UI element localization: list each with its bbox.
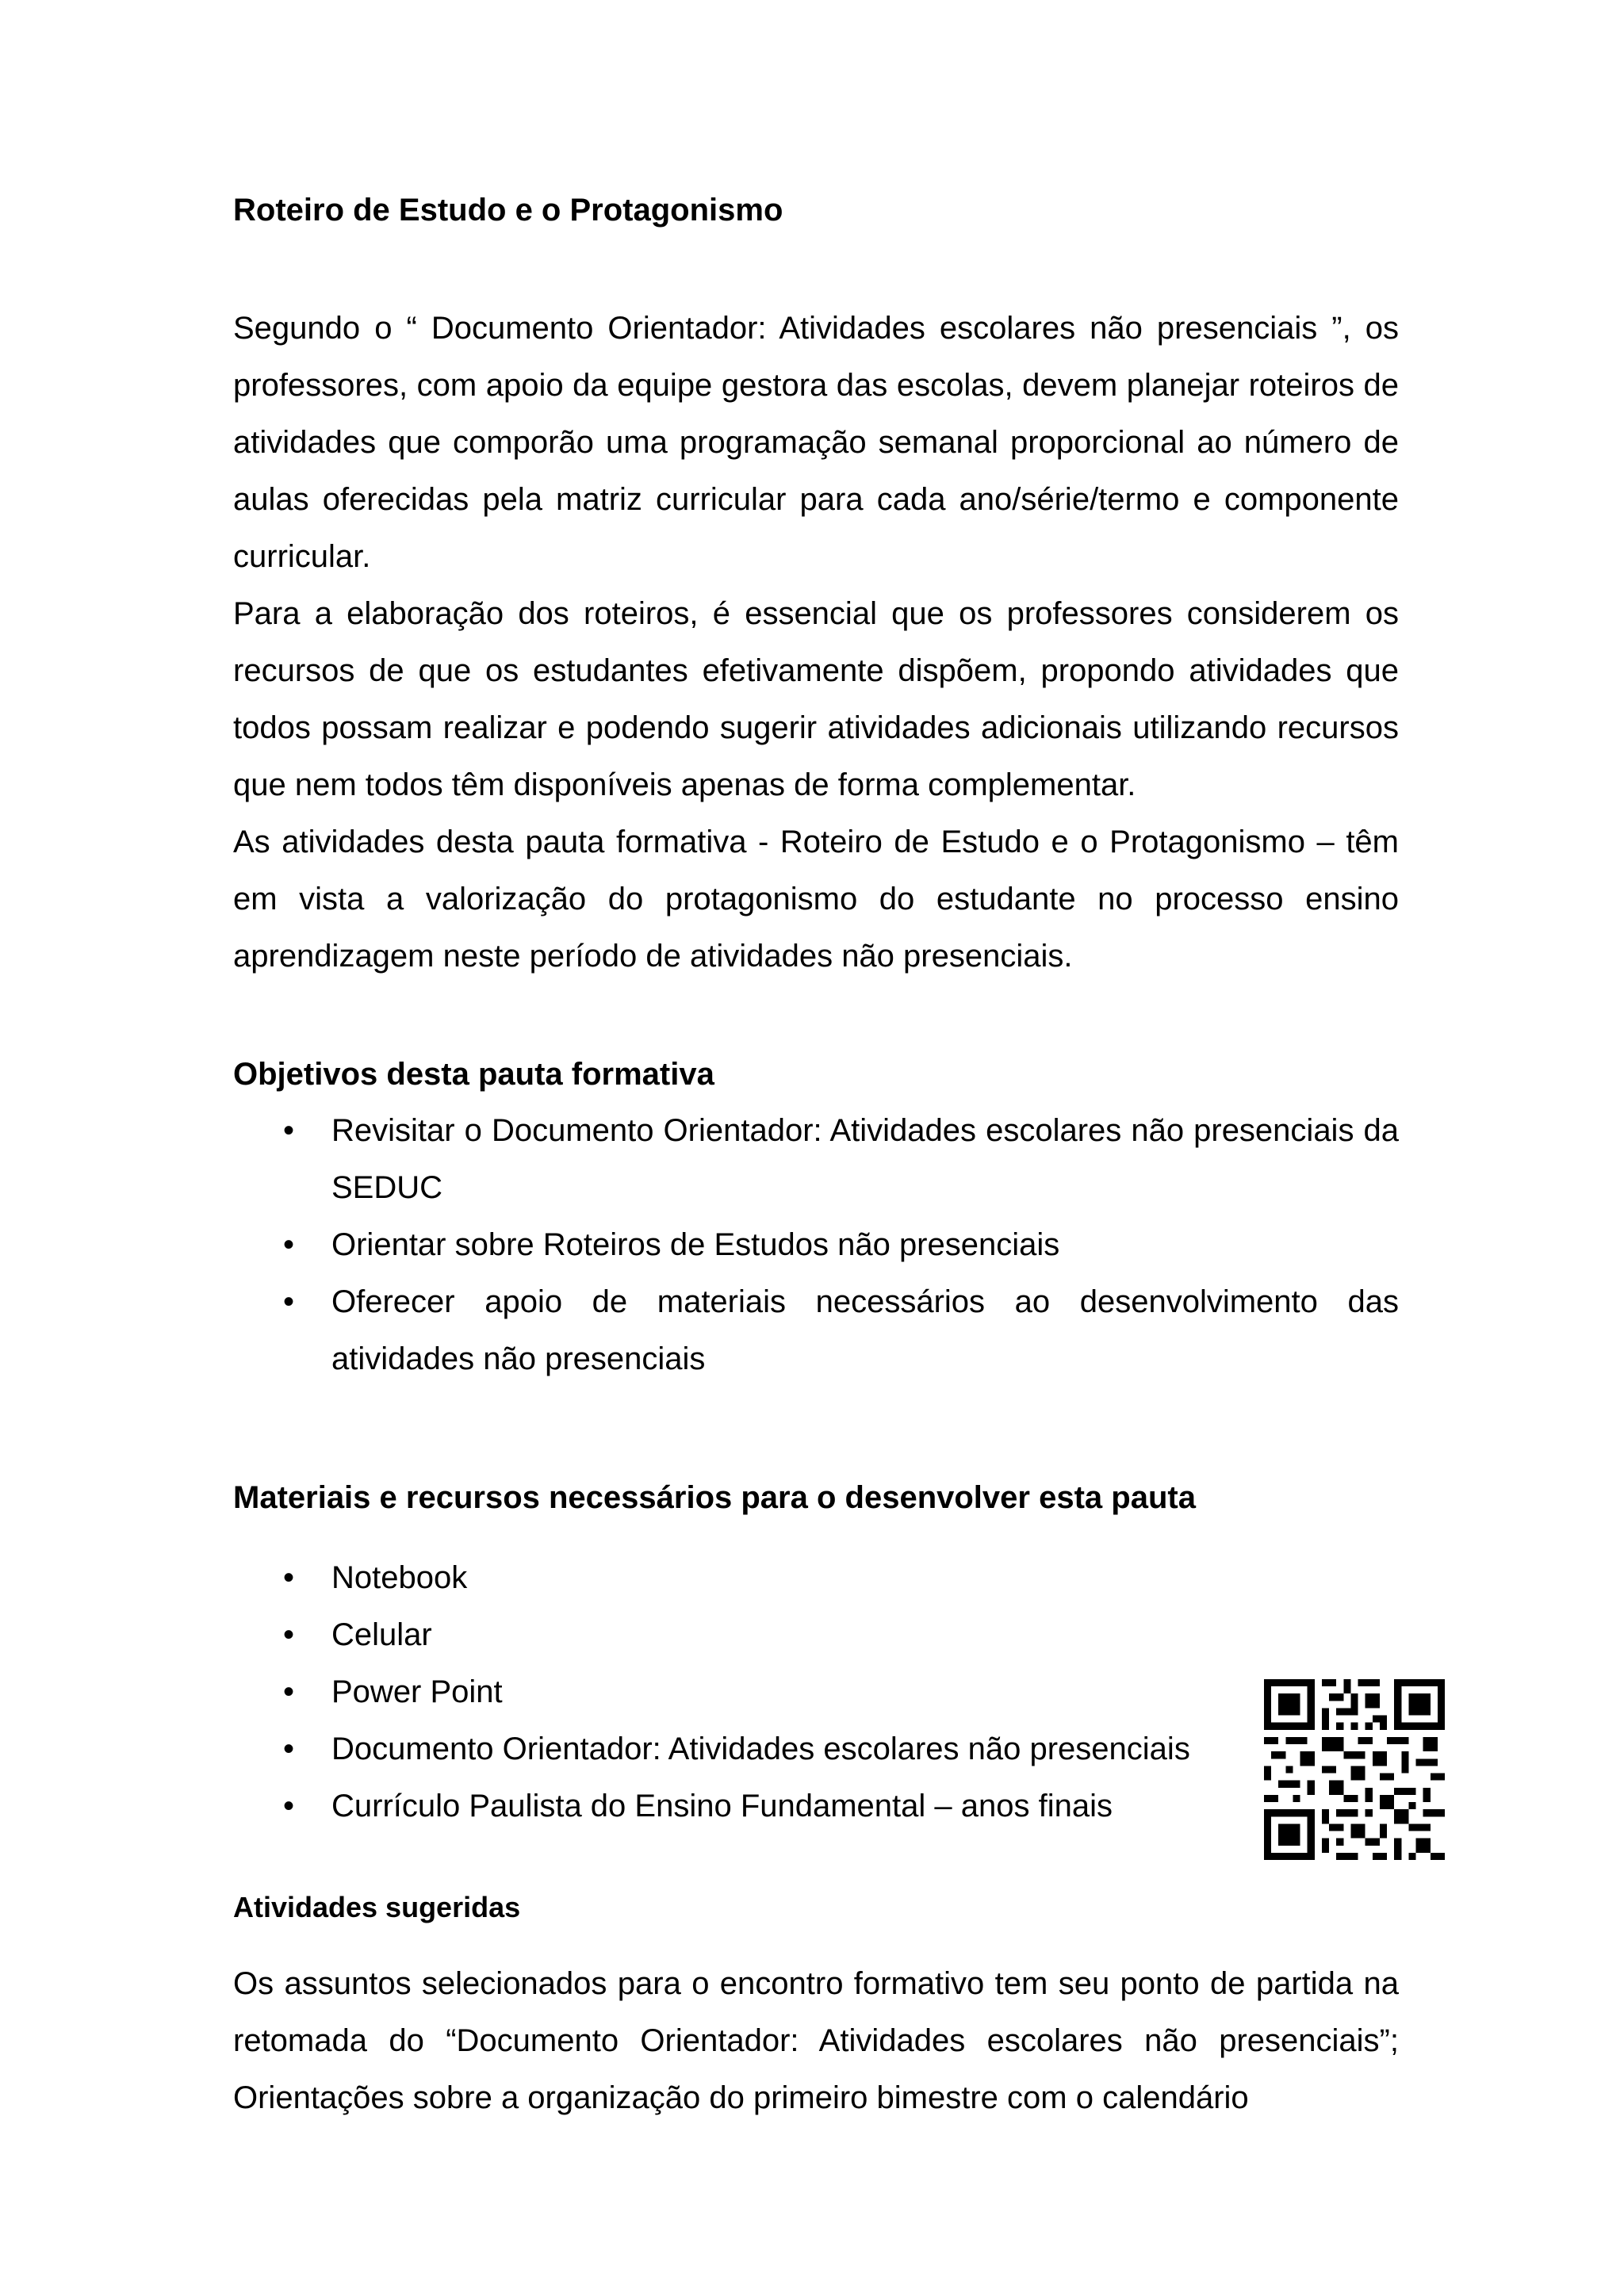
objectives-heading: Objetivos desta pauta formativa: [233, 1057, 714, 1092]
list-item: • Revisitar o Documento Orientador: Atividades escolares não presenciais da SEDUC: [233, 1102, 1399, 1216]
bullet-icon: •: [283, 1674, 295, 1709]
qr-code-icon[interactable]: [1264, 1679, 1445, 1860]
bullet-icon: •: [283, 1789, 295, 1823]
bullet-icon: •: [283, 1732, 295, 1766]
list-item: • Oferecer apoio de materiais necessários ao desenvolvimento das atividades não presenciais: [233, 1273, 1399, 1387]
materials-list: [233, 1549, 1399, 1835]
bullet-icon: •: [283, 1560, 295, 1595]
paragraph-3: As atividades desta pauta formativa - Roteiro de Estudo e o Protagonismo – têm em vista a valorização do protagonismo do estudante no processo ensino aprendizagem neste período de atividades não presenciais.: [233, 825, 1399, 974]
list-item: • Documento Orientador: Atividades escolares não presenciais: [233, 1720, 1399, 1777]
bullet-icon: •: [283, 1617, 295, 1652]
list-item: • Orientar sobre Roteiros de Estudos não presenciais: [233, 1216, 1399, 1273]
list-item: • Power Point: [233, 1663, 1399, 1720]
bullet-icon: •: [283, 1284, 295, 1319]
list-item: • Notebook: [233, 1549, 1399, 1606]
list-item: • Currículo Paulista do Ensino Fundamental – anos finais: [233, 1777, 1399, 1835]
paragraph-2: Para a elaboração dos roteiros, é essencial que os professores considerem os recursos de que os estudantes efetivamente dispõem, propondo atividades que todos possam realizar e podendo sugerir atividades adicionais utilizando recursos que nem todos têm disponíveis apenas de forma complementar.: [233, 596, 1399, 802]
activities-paragraph: Os assuntos selecionados para o encontro formativo tem seu ponto de partida na retomada do “Documento Orientador: Atividades escolares não presenciais”; Orientações sobre a organização do primeiro bimestre com o calendário: [233, 1966, 1399, 2115]
list-item: • Celular: [233, 1606, 1399, 1663]
page-title: Roteiro de Estudo e o Protagonismo: [233, 193, 783, 228]
paragraph-1: Segundo o “ Documento Orientador: Atividades escolares não presenciais ”, os professores, com apoio da equipe gestora das escolas, devem planejar roteiros de atividades que comporão uma programação semanal proporcional ao número de aulas oferecidas pela matriz curricular para cada ano/série/termo e componente curricular.: [233, 311, 1399, 574]
bullet-icon: •: [283, 1113, 295, 1148]
objectives-list: [233, 1102, 1399, 1387]
activities-heading: Atividades sugeridas: [233, 1891, 521, 1923]
materials-heading: Materiais e recursos necessários para o desenvolver esta pauta: [233, 1480, 1196, 1515]
bullet-icon: •: [283, 1227, 295, 1262]
document-body: [233, 182, 1399, 2126]
